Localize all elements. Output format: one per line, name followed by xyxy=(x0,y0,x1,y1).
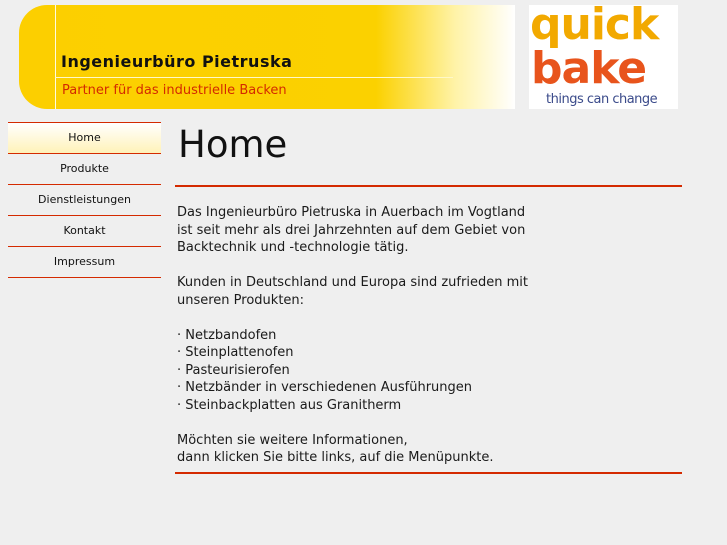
nav-item-label: Kontakt xyxy=(63,224,106,237)
product-list xyxy=(177,327,685,415)
nav-item-produkte[interactable] xyxy=(8,154,161,185)
customers-line: Kunden in Deutschland und Europa sind zufrieden mit xyxy=(177,275,528,290)
content-body xyxy=(175,187,685,467)
header-divider-horizontal xyxy=(55,77,453,78)
intro-line: Backtechnik und -technologie tätig. xyxy=(177,240,409,255)
intro-paragraph xyxy=(177,204,685,257)
sidebar-nav xyxy=(8,122,161,278)
nav-item-dienstleistungen[interactable] xyxy=(8,185,161,216)
product-item: · Steinbackplatten aus Granitherm xyxy=(177,397,685,415)
nav-item-impressum[interactable] xyxy=(8,247,161,278)
company-tagline: Partner für das industrielle Backen xyxy=(62,83,287,98)
nav-item-label: Home xyxy=(68,131,101,144)
outro-line: dann klicken Sie bitte links, auf die Menüpunkte. xyxy=(177,450,494,465)
logo-word-quick: quick xyxy=(530,5,659,50)
customers-paragraph xyxy=(177,274,685,309)
product-item: · Pasteurisierofen xyxy=(177,362,685,380)
site-header xyxy=(19,5,515,109)
intro-line: ist seit mehr als drei Jahrzehnten auf dem Gebiet von xyxy=(177,222,526,238)
intro-line: Das Ingenieurbüro Pietruska in Auerbach im Vogtland xyxy=(177,205,526,220)
logo-slogan: things can change xyxy=(546,92,658,107)
logo-word-bake: bake xyxy=(531,43,647,94)
content-divider xyxy=(175,472,682,474)
outro-line: Möchten sie weitere Informationen, xyxy=(177,432,408,448)
quickbake-logo xyxy=(529,5,678,109)
nav-item-label: Dienstleistungen xyxy=(38,193,131,206)
nav-item-home[interactable] xyxy=(8,122,161,154)
product-item: · Steinplattenofen xyxy=(177,344,685,362)
header-divider-vertical xyxy=(55,5,56,109)
product-item: · Netzbänder in verschiedenen Ausführungen xyxy=(177,379,685,397)
nav-item-label: Produkte xyxy=(60,162,109,175)
outro-paragraph xyxy=(177,432,685,467)
product-item: · Netzbandofen xyxy=(177,327,685,345)
customers-line: unseren Produkten: xyxy=(177,292,305,308)
nav-item-kontakt[interactable] xyxy=(8,216,161,247)
nav-item-label: Impressum xyxy=(53,255,116,268)
company-name: Ingenieurbüro Pietruska xyxy=(61,52,293,71)
main-content xyxy=(175,122,685,474)
page-title: Home xyxy=(178,123,288,166)
